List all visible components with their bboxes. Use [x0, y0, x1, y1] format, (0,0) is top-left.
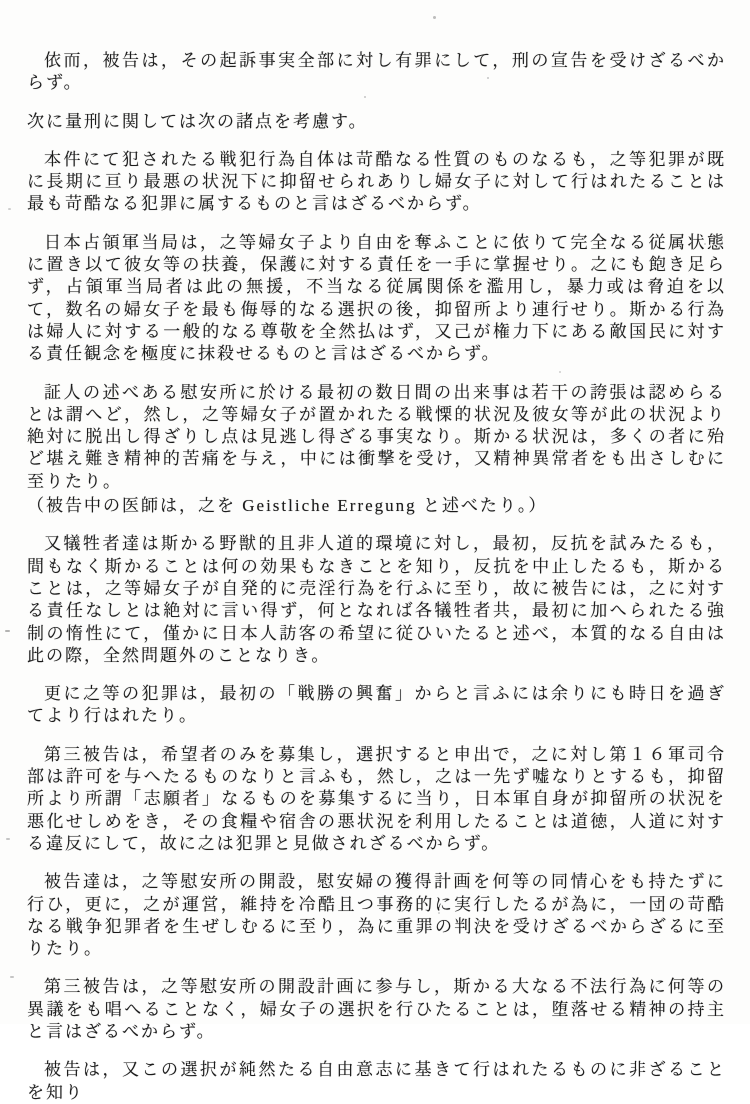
paragraph-witness-testimony: 証人の述べある慰安所に於ける最初の数日間の出来事は若干の誇張は認めらるとは謂へど，然し，之等婦女子が置かれたる戦慄的状況及彼女等が此の状況より絶対に脱出し得ざりし点は見逃し得ざる事実なり。斯かる状況は，多くの者に殆ど堪え難き精神的苦痛を与え，中には衝撃を受け，又精神異常者をも出さしむに至りたり。 [27, 382, 726, 491]
scan-speck [364, 96, 366, 98]
scan-speck [8, 208, 11, 210]
paragraph-third-defendant-participation: 第三被告は，之等慰安所の開設計画に参与し，斯かる大なる不法行為に何等の異議をも唱へることなく，婦女子の選択を行ひたることは，堕落せる精神の持主と言はざるべからず。 [27, 977, 726, 1041]
scan-speck [433, 16, 436, 19]
paragraph-sentencing-intro: 次に量刑に関しては次の諸点を考慮す。 [27, 111, 368, 131]
scan-speck [559, 371, 561, 373]
paragraph-verdict: 依而，被告は，その起訴事実全部に対し有罪にして，刑の宣告を受けざるべからず。 [27, 51, 726, 93]
scan-speck [5, 630, 10, 632]
paragraph-third-defendant-recruitment: 第三被告は，希望者のみを募集し，選択すると申出で，之に対し第１６軍司令部は許可を与へたるものなりと言ふも，然し，之は一先ず嘘なりとするも，抑留所より所謂「志願者」なるものを募集するに当り，日本軍自身が抑留所の状況を悪化せしめをき，その食糧や宿舎の悪状況を利用したることは道徳，人道に対する違反にして，故に之は犯罪と見做されざるべからず。 [27, 744, 726, 853]
paragraph-final-line: 被告は，又この選択が純然たる自由意志に基きて行はれたるものに非ざることを知り [27, 1060, 726, 1102]
scan-speck [10, 976, 14, 978]
paragraph-crime-nature: 本件にて犯されたる戦犯行為自体は苛酷なる性質のものなるも，之等犯罪が既に長期に亘り最悪の状況下に抑留せられありし婦女子に対して行はれたることは最も苛酷なる犯罪に属するものと言はざるべからず。 [27, 149, 726, 214]
scan-speck [6, 838, 10, 840]
paragraph-defendants-coldness: 被告達は，之等慰安所の開設，慰安婦の獲得計画を何等の同情心をも持たずに行ひ，更に，之が運営，維持を冷酷且つ事務的に実行したるが為に，一団の苛酷なる戦争犯罪者を生ぜしむるに至り，為に重罪の判決を受けざるべからざるに至りたり。 [27, 872, 726, 959]
paragraph-doctor-note: （被告中の医師は，之を Geistliche Erregung と述べたり。） [27, 496, 548, 516]
paragraph-timing: 更に之等の犯罪は，最初の「戦勝の興奮」からと言ふには余りにも時日を過ぎてより行はれたり。 [27, 684, 726, 726]
paragraph-victims-resistance: 又犠牲者達は斯かる野獣的且非人道的環境に対し，最初，反抗を試みたるも，間もなく斯かることは何の効果もなきことを知り，反抗を中止したるも，斯かることは，之等婦女子が自発的に売淫行為を行ふに至り，故に被告には，之に対する責任なしとは絶対に言い得ず，何となれば各犠牲者共，最初に加へられたる強制の惰性にて，僅かに日本人訪客の希望に従ひいたると述べ，本質的なる自由は此の際，全然問題外のことなりき。 [27, 534, 726, 665]
paragraph-occupation-authorities: 日本占領軍当局は，之等婦女子より自由を奪ふことに依りて完全なる従属状態に置き以て彼女等の扶養，保護に対する責任を一手に掌握せり。之にも飽き足らず，占領軍当局者は此の無援，不当なる従属関係を濫用し，暴力或は脅迫を以て，数名の婦女子を最も侮辱的なる選択の後，抑留所より連行せり。斯かる行為は婦人に対する一般的なる尊敬を全然払はず，又己が権力下にある敵国民に対する責任観念を極度に抹殺せるものと言はざるべからず。 [27, 232, 726, 364]
